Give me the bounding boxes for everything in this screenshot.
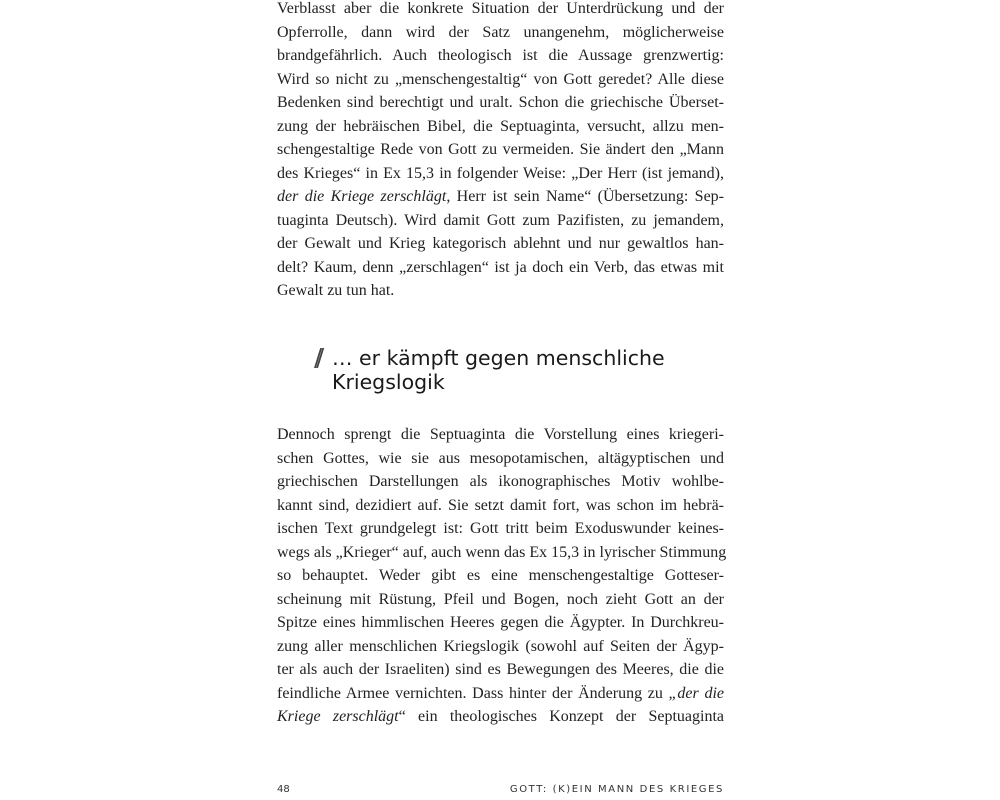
section-heading	[314, 346, 665, 394]
text-line	[277, 705, 724, 729]
text-segment: “ ein theologisches Konzept der Septuaginta	[398, 708, 724, 725]
text-line: delt? Kaum, denn „zerschlagen“ ist ja doch ein Verb, das etwas mit	[277, 258, 724, 276]
text-line: Verblasst aber die konkrete Situation der Unterdrückung und der	[277, 0, 724, 17]
text-line: scheinung mit Rüstung, Pfeil und Bogen, noch zieht Gott an der	[277, 590, 724, 608]
text-line	[277, 185, 724, 209]
running-head: GOTT: (K)EIN MANN DES KRIEGES	[509, 784, 724, 795]
text-line: Dennoch sprengt die Septuaginta die Vorstellung eines kriegeri-	[277, 426, 724, 443]
text-line: Spitze eines himmlischen Heeres gegen die Ägypter. In Durchkreu-	[277, 614, 724, 631]
text-line: wegs als „Krieger“ auf, auch wenn das Ex 15,3 in lyrischer Stimmung	[277, 543, 727, 561]
page-number: 48	[277, 784, 290, 795]
text-line	[277, 682, 724, 706]
heading-line-2: Kriegslogik	[332, 370, 445, 394]
italic-quote: Kriege zerschlägt	[277, 708, 399, 725]
text-segment: , Herr ist sein Name“ (Übersetzung: Sep-	[446, 188, 725, 205]
text-line: tuaginta Deutsch). Wird damit Gott zum Pazifisten, zu jemandem,	[277, 211, 724, 229]
text-line: der Gewalt und Krieg kategorisch ablehnt und nur gewaltlos han-	[277, 235, 724, 252]
text-line: zung der hebräischen Bibel, die Septuaginta, versucht, allzu men-	[277, 117, 724, 135]
text-line: schengestaltige Rede von Gott zu vermeiden. Sie ändert den „Mann	[277, 141, 724, 158]
text-line: des Krieges“ in Ex 15,3 in folgender Weise: „Der Herr (ist jemand),	[277, 164, 724, 182]
italic-quote: der die Kriege zerschlägt	[277, 188, 447, 205]
text-line: zung aller menschlichen Kriegslogik (sowohl auf Seiten der Ägyp-	[277, 637, 724, 655]
text-line: Opferrolle, dann wird der Satz unangenehm, möglicherweise	[277, 23, 724, 41]
italic-quote: „der die	[668, 684, 724, 702]
text-line: Gewalt zu tun hat.	[277, 282, 395, 299]
text-line: ter als auch der Israeliten) sind es Bewegungen des Meeres, die die	[277, 661, 724, 678]
text-line: schen Gottes, wie sie aus mesopotamischen, altägyptischen und	[277, 449, 724, 467]
page-footer	[277, 784, 724, 798]
heading-line-1: … er kämpft gegen menschliche	[332, 346, 665, 370]
text-line: Wird so nicht zu „menschengestaltig“ von Gott geredet? Alle diese	[277, 70, 724, 88]
text-line: brandgefährlich. Auch theologisch ist die Aussage grenzwertig:	[277, 47, 724, 64]
text-segment: feindliche Armee vernichten. Dass hinter der Änderung zu	[277, 684, 669, 702]
double-slash-marker: //	[314, 344, 319, 372]
text-line: kannt sind, dezidiert auf. Sie setzt damit fort, was schon im hebrä-	[277, 496, 724, 514]
text-line: Bedenken sind berechtigt und uralt. Schon die griechische Überset-	[277, 94, 724, 111]
text-line: ischen Text grundgelegt ist: Gott tritt beim Exoduswunder keines-	[277, 520, 724, 537]
text-line: so behauptet. Weder gibt es eine menschengestaltige Gotteser-	[277, 567, 724, 584]
bottom-paragraph	[277, 423, 727, 729]
text-line: griechischen Darstellungen als ikonographisches Motiv wohlbe-	[277, 473, 724, 490]
top-paragraph	[277, 0, 724, 303]
